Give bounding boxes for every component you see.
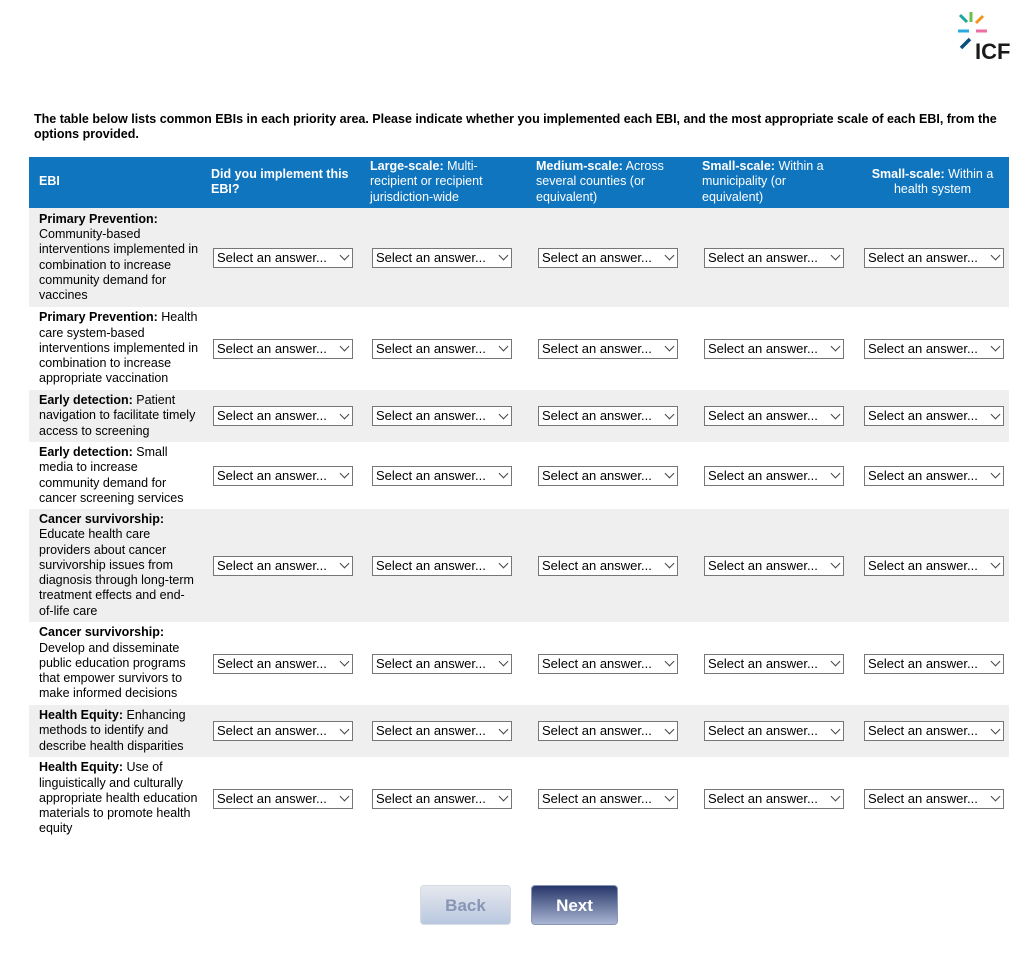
answer-select[interactable] (213, 339, 353, 359)
ebi-description: Enhancing methods to identify and describe health disparities (39, 708, 186, 753)
answer-select[interactable] (538, 721, 678, 741)
column-header-bold: Small-scale: (871, 166, 945, 181)
answer-select[interactable] (538, 654, 678, 674)
chevron-down-icon (499, 559, 509, 569)
select-value: Select an answer... (376, 340, 486, 356)
svg-text:ICF: ICF (975, 39, 1011, 64)
select-value: Select an answer... (868, 557, 978, 573)
answer-cell (696, 757, 856, 840)
ebi-description: Educate health care providers about cancer survivorship issues from diagnosis through long-term treatment effects and end-of-life care (39, 527, 194, 618)
select-value: Select an answer... (542, 655, 652, 671)
select-value: Select an answer... (868, 790, 978, 806)
answer-select[interactable] (213, 556, 353, 576)
chevron-down-icon (831, 724, 841, 734)
table-row (29, 442, 1009, 509)
answer-cell (696, 622, 856, 705)
ebi-cell (29, 705, 205, 757)
chevron-down-icon (499, 409, 509, 419)
answer-cell (696, 705, 856, 757)
answer-cell (364, 307, 530, 390)
chevron-down-icon (665, 342, 675, 352)
answer-select[interactable] (704, 654, 844, 674)
chevron-down-icon (991, 792, 1001, 802)
answer-cell (696, 509, 856, 622)
column-header-text: Within a health system (893, 166, 994, 196)
select-value: Select an answer... (708, 340, 818, 356)
column-header (205, 157, 364, 208)
ebi-cell (29, 307, 205, 390)
chevron-down-icon (499, 342, 509, 352)
ebi-cell (29, 622, 205, 705)
answer-select[interactable] (213, 406, 353, 426)
answer-cell (696, 442, 856, 509)
chevron-down-icon (991, 724, 1001, 734)
select-value: Select an answer... (542, 790, 652, 806)
ebi-table (29, 157, 1009, 840)
chevron-down-icon (340, 657, 350, 667)
answer-cell (696, 307, 856, 390)
chevron-down-icon (665, 657, 675, 667)
chevron-down-icon (340, 559, 350, 569)
table-row (29, 390, 1009, 442)
select-value: Select an answer... (868, 655, 978, 671)
answer-cell (530, 208, 696, 307)
answer-select[interactable] (538, 466, 678, 486)
ebi-category: Cancer survivorship: (39, 511, 165, 526)
select-value: Select an answer... (217, 249, 327, 265)
select-value: Select an answer... (708, 249, 818, 265)
answer-cell (530, 622, 696, 705)
answer-cell (205, 757, 364, 840)
answer-select[interactable] (538, 556, 678, 576)
answer-select[interactable] (704, 556, 844, 576)
answer-cell (205, 208, 364, 307)
table-header-row (29, 157, 1009, 208)
ebi-description: Community-based interventions implemented in combination to increase community demand for vaccines (39, 226, 199, 303)
answer-select[interactable] (372, 466, 512, 486)
chevron-down-icon (831, 469, 841, 479)
chevron-down-icon (991, 409, 1001, 419)
select-value: Select an answer... (376, 408, 486, 423)
answer-cell (530, 390, 696, 442)
chevron-down-icon (665, 724, 675, 734)
chevron-down-icon (665, 792, 675, 802)
answer-cell (205, 307, 364, 390)
chevron-down-icon (831, 251, 841, 261)
answer-select[interactable] (372, 248, 512, 268)
answer-select[interactable] (704, 789, 844, 809)
ebi-cell (29, 757, 205, 840)
chevron-down-icon (991, 251, 1001, 261)
answer-select[interactable] (372, 721, 512, 741)
column-header (696, 157, 856, 208)
answer-select[interactable] (372, 406, 512, 426)
column-header (364, 157, 530, 208)
chevron-down-icon (340, 724, 350, 734)
chevron-down-icon (499, 657, 509, 667)
chevron-down-icon (665, 251, 675, 261)
select-value: Select an answer... (217, 790, 327, 806)
select-value: Select an answer... (542, 467, 652, 483)
ebi-description: Health care system-based interventions implemented in combination to increase appropriate vaccination (39, 310, 199, 386)
answer-select[interactable] (372, 654, 512, 674)
answer-cell (530, 307, 696, 390)
chevron-down-icon (340, 342, 350, 352)
ebi-category: Cancer survivorship: (39, 625, 165, 640)
ebi-category: Primary Prevention: (39, 211, 158, 226)
select-value: Select an answer... (868, 340, 978, 356)
chevron-down-icon (340, 251, 350, 261)
answer-cell (530, 757, 696, 840)
answer-select[interactable] (704, 406, 844, 426)
select-value: Select an answer... (708, 467, 818, 483)
answer-cell (856, 208, 1009, 307)
answer-cell (856, 622, 1009, 705)
select-value: Select an answer... (376, 557, 486, 573)
answer-select[interactable] (864, 789, 1004, 809)
answer-cell (530, 509, 696, 622)
answer-cell (856, 442, 1009, 509)
ebi-description: Develop and disseminate public education programs that empower survivors to make informed decisions (39, 640, 186, 701)
answer-cell (205, 390, 364, 442)
select-value: Select an answer... (542, 723, 652, 738)
icf-logo (955, 8, 1027, 64)
chevron-down-icon (499, 724, 509, 734)
answer-cell (856, 705, 1009, 757)
answer-select[interactable] (864, 466, 1004, 486)
select-value: Select an answer... (376, 655, 486, 671)
select-value: Select an answer... (217, 408, 327, 423)
select-value: Select an answer... (708, 408, 818, 423)
answer-cell (364, 442, 530, 509)
chevron-down-icon (340, 409, 350, 419)
answer-select[interactable] (538, 406, 678, 426)
select-value: Select an answer... (376, 723, 486, 738)
select-value: Select an answer... (708, 557, 818, 573)
ebi-category: Health Equity: (39, 760, 124, 775)
chevron-down-icon (665, 409, 675, 419)
chevron-down-icon (340, 469, 350, 479)
answer-select[interactable] (864, 406, 1004, 426)
select-value: Select an answer... (868, 408, 978, 423)
chevron-down-icon (991, 469, 1001, 479)
answer-cell (205, 442, 364, 509)
answer-cell (856, 509, 1009, 622)
answer-select[interactable] (538, 248, 678, 268)
chevron-down-icon (499, 251, 509, 261)
select-value: Select an answer... (217, 467, 327, 483)
chevron-down-icon (340, 792, 350, 802)
chevron-down-icon (991, 342, 1001, 352)
column-header-text: Within a municipality (or equivalent) (702, 159, 824, 204)
answer-cell (364, 622, 530, 705)
ebi-cell (29, 390, 205, 442)
select-value: Select an answer... (708, 723, 818, 738)
answer-select[interactable] (538, 339, 678, 359)
answer-cell (364, 390, 530, 442)
answer-cell (856, 307, 1009, 390)
select-value: Select an answer... (376, 467, 486, 483)
chevron-down-icon (991, 657, 1001, 667)
column-header-text: Multi-recipient or recipient jurisdiction-wide (370, 159, 483, 204)
answer-select[interactable] (864, 654, 1004, 674)
select-value: Select an answer... (708, 790, 818, 806)
ebi-category: Early detection: (39, 444, 133, 459)
next-button[interactable]: Next (531, 885, 618, 925)
answer-select[interactable] (372, 789, 512, 809)
ebi-cell (29, 442, 205, 509)
answer-select[interactable] (704, 339, 844, 359)
answer-select[interactable] (213, 789, 353, 809)
table-row (29, 622, 1009, 705)
answer-select[interactable] (864, 339, 1004, 359)
select-value: Select an answer... (542, 249, 652, 265)
answer-cell (205, 705, 364, 757)
ebi-category: Primary Prevention: (39, 310, 158, 325)
answer-select[interactable] (704, 721, 844, 741)
chevron-down-icon (991, 559, 1001, 569)
chevron-down-icon (831, 559, 841, 569)
select-value: Select an answer... (376, 790, 486, 806)
column-header-text: Across several counties (or equivalent) (536, 159, 664, 204)
select-value: Select an answer... (217, 655, 327, 671)
ebi-description: Use of linguistically and culturally appropriate health education materials to promote health equity (39, 760, 198, 836)
column-header-bold: EBI (39, 174, 60, 189)
select-value: Select an answer... (217, 340, 327, 356)
ebi-description: Patient navigation to facilitate timely access to screening (39, 393, 196, 438)
chevron-down-icon (499, 792, 509, 802)
chevron-down-icon (831, 409, 841, 419)
ebi-cell (29, 208, 205, 307)
column-header-bold: Large-scale: (370, 159, 444, 174)
column-header-bold: Small-scale: (702, 159, 775, 174)
instructions-text: The table below lists common EBIs in each priority area. Please indicate whether you implemented each EBI, and the most appropriate scale of each EBI, from the options provided. (34, 112, 997, 141)
answer-select[interactable] (864, 248, 1004, 268)
answer-select[interactable] (372, 339, 512, 359)
answer-select[interactable] (864, 556, 1004, 576)
select-value: Select an answer... (868, 723, 978, 738)
answer-select[interactable] (538, 789, 678, 809)
back-button[interactable]: Back (420, 885, 511, 925)
answer-cell (530, 442, 696, 509)
chevron-down-icon (665, 559, 675, 569)
table-row (29, 509, 1009, 622)
answer-cell (696, 390, 856, 442)
select-value: Select an answer... (542, 408, 652, 423)
answer-cell (364, 208, 530, 307)
answer-select[interactable] (213, 248, 353, 268)
select-value: Select an answer... (542, 340, 652, 356)
answer-select[interactable] (213, 466, 353, 486)
column-header-bold: Did you implement this EBI? (211, 166, 349, 196)
answer-cell (530, 705, 696, 757)
answer-cell (856, 757, 1009, 840)
ebi-description: Small media to increase community demand for cancer screening services (39, 444, 184, 505)
answer-cell (364, 509, 530, 622)
answer-select[interactable] (704, 466, 844, 486)
answer-cell (364, 757, 530, 840)
select-value: Select an answer... (868, 467, 978, 483)
answer-cell (205, 509, 364, 622)
table-row (29, 208, 1009, 307)
column-header-bold: Medium-scale: (536, 159, 623, 174)
chevron-down-icon (499, 469, 509, 479)
answer-select[interactable] (372, 556, 512, 576)
chevron-down-icon (665, 469, 675, 479)
answer-select[interactable] (213, 721, 353, 741)
answer-cell (856, 390, 1009, 442)
ebi-category: Health Equity: (39, 708, 124, 723)
table-row (29, 757, 1009, 840)
table-row (29, 307, 1009, 390)
answer-cell (364, 705, 530, 757)
answer-select[interactable] (213, 654, 353, 674)
ebi-category: Early detection: (39, 393, 133, 408)
column-header (856, 157, 1009, 208)
answer-cell (696, 208, 856, 307)
chevron-down-icon (831, 342, 841, 352)
select-value: Select an answer... (868, 249, 978, 265)
select-value: Select an answer... (376, 249, 486, 265)
column-header (29, 157, 205, 208)
chevron-down-icon (831, 792, 841, 802)
answer-select[interactable] (704, 248, 844, 268)
select-value: Select an answer... (217, 723, 327, 738)
chevron-down-icon (831, 657, 841, 667)
select-value: Select an answer... (542, 557, 652, 573)
column-header (530, 157, 696, 208)
ebi-cell (29, 509, 205, 622)
select-value: Select an answer... (708, 655, 818, 671)
select-value: Select an answer... (217, 557, 327, 573)
table-row (29, 705, 1009, 757)
answer-cell (205, 622, 364, 705)
answer-select[interactable] (864, 721, 1004, 741)
